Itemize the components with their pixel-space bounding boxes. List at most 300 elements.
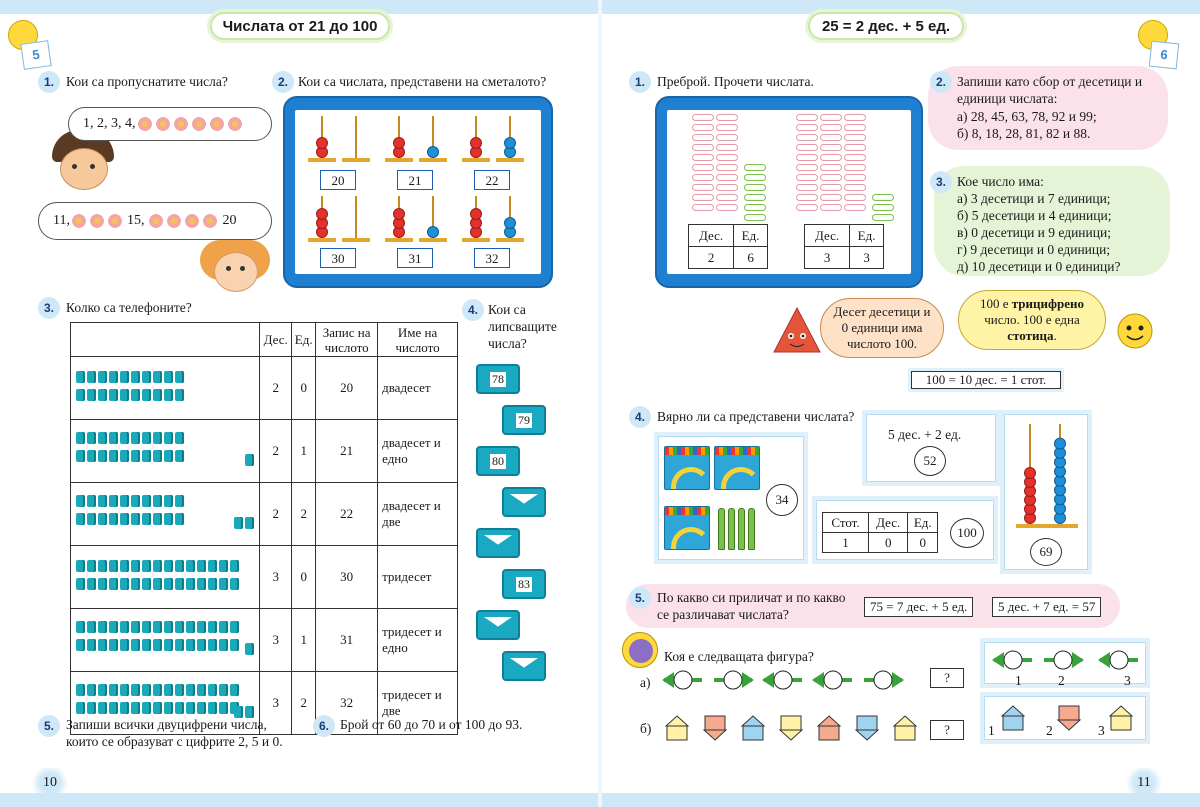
phone-icon [245, 517, 254, 529]
phone-icon [98, 450, 107, 462]
flower-icon [173, 116, 189, 132]
speech-bold: стотица [1007, 328, 1054, 343]
option-label: 3 [1124, 673, 1131, 688]
speech-bubble-girl [38, 202, 272, 240]
paperclip-icon [844, 184, 866, 191]
abacus-icon [304, 112, 374, 166]
task-number: 5. [629, 587, 651, 609]
paperclip-icon [796, 184, 818, 191]
phone-icon [76, 513, 85, 525]
phone-icon [120, 371, 129, 383]
phone-icon [142, 621, 151, 633]
paperclip-icon [844, 124, 866, 131]
phone-icon [219, 621, 228, 633]
phone-icon [142, 684, 151, 696]
envelope [476, 528, 520, 558]
name-cell: двадесет и едно [378, 420, 458, 483]
flower-icon [209, 116, 225, 132]
house-shape-icon [1000, 704, 1026, 732]
envelope [476, 446, 520, 476]
envelope [502, 487, 546, 517]
paperclip-icon [716, 174, 738, 181]
arrow-circle-icon [660, 668, 706, 692]
paperclip-icon [844, 144, 866, 151]
phone-icon [109, 389, 118, 401]
ones-cell: 1 [292, 420, 316, 483]
table-header: Ед. [734, 225, 768, 247]
phone-icon [197, 684, 206, 696]
equation-box: 75 = 7 дес. + 5 ед. [864, 597, 973, 617]
phone-icon [153, 578, 162, 590]
phone-icon [142, 450, 151, 462]
arrow-circle-icon [990, 648, 1036, 672]
table-header: Дес. [689, 225, 734, 247]
notebook-icon: 5 [20, 40, 51, 70]
phone-icon [131, 639, 140, 651]
house-shape-icon [740, 714, 766, 742]
house-shape-icon [854, 714, 880, 742]
paperclip-icon [716, 154, 738, 161]
paperclip-icon [820, 124, 842, 131]
phone-icon [87, 702, 96, 714]
answer-box: ? [930, 720, 964, 740]
equation-100 [908, 368, 1064, 392]
record-cell: 21 [316, 420, 378, 483]
table-header: Ед. [850, 225, 884, 247]
ones-cell: 2 [292, 672, 316, 735]
table-cell: 3 [850, 247, 884, 269]
phone-icon [87, 450, 96, 462]
paperclip-icon [716, 184, 738, 191]
paperclip-icon [844, 194, 866, 201]
paperclip-icon [744, 174, 766, 181]
phone-icon [175, 495, 184, 507]
phone-icon [230, 560, 239, 572]
phone-icon [109, 560, 118, 572]
table-cell: 0 [908, 533, 938, 553]
paperclip-icon [872, 204, 894, 211]
phone-icon [131, 578, 140, 590]
phone-icon [120, 702, 129, 714]
phone-icon [175, 513, 184, 525]
paperclip-icon [692, 124, 714, 131]
speech-bubble-boy [68, 107, 272, 141]
phone-icon [120, 432, 129, 444]
phone-icon [175, 578, 184, 590]
phone-icon [208, 639, 217, 651]
phone-icon [98, 513, 107, 525]
page-divider [598, 0, 602, 807]
abacus-icon [381, 112, 451, 166]
phone-icon [164, 432, 173, 444]
phone-icon [131, 450, 140, 462]
speech-part: число. 100 е една [984, 312, 1080, 327]
task-number: 4. [629, 406, 651, 428]
speech-triangle: Десет десетици и 0 единици има числото 100. [820, 298, 944, 358]
house-shape-icon [702, 714, 728, 742]
sequence-end: 20 [222, 213, 237, 228]
phone-icon [76, 450, 85, 462]
phone-icon [142, 639, 151, 651]
arrow-circle-icon [710, 668, 756, 692]
arrow-circle-icon [810, 668, 856, 692]
phone-icon [76, 560, 85, 572]
clips-table-b [804, 224, 884, 269]
phone-icon [164, 639, 173, 651]
phone-icon [164, 371, 173, 383]
notebook-icon: 6 [1149, 41, 1180, 70]
phones-picture [71, 420, 260, 483]
abacus-value: 20 [320, 170, 356, 190]
phone-icon [120, 684, 129, 696]
paperclip-icon [744, 164, 766, 171]
phones-header: Ед. [292, 323, 316, 357]
record-cell: 31 [316, 609, 378, 672]
envelope [502, 651, 546, 681]
phone-icon [109, 432, 118, 444]
task-number: 4. [462, 299, 484, 321]
page-number-left: 10 [30, 768, 70, 798]
table-cell: 2 [689, 247, 734, 269]
table-cell: 0 [868, 533, 907, 553]
phone-icon [131, 560, 140, 572]
phone-icon [142, 560, 151, 572]
phone-icon [98, 621, 107, 633]
abacus-value: 31 [397, 248, 433, 268]
paperclip-icon [796, 164, 818, 171]
phone-icon [230, 578, 239, 590]
speech-sun [958, 290, 1106, 350]
envelope [502, 405, 546, 435]
phone-icon [76, 684, 85, 696]
phone-icon [175, 639, 184, 651]
paperclip-icon [692, 114, 714, 121]
envelope [476, 364, 520, 394]
flower-icon [227, 116, 243, 132]
paperclip-icon [744, 204, 766, 211]
task-line: в) 0 десетици и 9 единици; [957, 225, 1111, 240]
phone-icon [98, 389, 107, 401]
paperclip-icon [716, 134, 738, 141]
task-line: д) 10 десетици и 0 единици? [957, 259, 1121, 274]
envelope-number: 78 [492, 371, 504, 386]
task-number: 3. [930, 171, 952, 193]
phone-icon [109, 702, 118, 714]
tens-cell: 3 [260, 672, 292, 735]
paperclip-icon [844, 164, 866, 171]
table-header: Дес. [805, 225, 850, 247]
phone-icon [120, 560, 129, 572]
phone-icon [98, 684, 107, 696]
phone-icon [197, 621, 206, 633]
paperclip-icon [872, 194, 894, 201]
phones-picture [71, 609, 260, 672]
task-number: 3. [38, 297, 60, 319]
paperclip-icon [844, 204, 866, 211]
record-cell: 20 [316, 357, 378, 420]
flower-icon [89, 213, 105, 229]
phone-icon [142, 371, 151, 383]
sequence-part: 15, [126, 213, 145, 228]
phone-icon [164, 495, 173, 507]
abacus-value: 21 [397, 170, 433, 190]
crayon-icon [728, 508, 735, 550]
phone-icon [109, 495, 118, 507]
phones-picture [71, 546, 260, 609]
arrow-circle-icon [1040, 648, 1086, 672]
task-line: б) 5 десетици и 4 единици; [957, 208, 1112, 223]
hundreds-table [822, 512, 938, 553]
phone-icon [131, 702, 140, 714]
phone-icon [76, 371, 85, 383]
page-title-left: Числата от 21 до 100 [210, 12, 390, 40]
abacus-icon [458, 112, 528, 166]
paperclip-icon [692, 194, 714, 201]
task-text: Вярно ли са представени числата? [657, 409, 855, 424]
phone-icon [153, 513, 162, 525]
paperclip-icon [692, 134, 714, 141]
phone-icon [142, 702, 151, 714]
phone-icon [186, 621, 195, 633]
paperclip-icon [820, 204, 842, 211]
sequence-start: 1, 2, 3, 4, [83, 116, 136, 131]
table-row [71, 546, 458, 609]
phone-icon [120, 389, 129, 401]
abacus-value: 32 [474, 248, 510, 268]
option-label: 2 [1046, 723, 1053, 738]
crayon-icon [718, 508, 725, 550]
phone-icon [164, 621, 173, 633]
paperclip-icon [716, 114, 738, 121]
phone-icon [109, 578, 118, 590]
envelope [476, 610, 520, 640]
paperclip-icon [844, 134, 866, 141]
tens-cell: 2 [260, 420, 292, 483]
phone-icon [76, 702, 85, 714]
paperclip-icon [692, 154, 714, 161]
page-badge-left [6, 20, 52, 66]
phone-icon [197, 560, 206, 572]
phone-icon [87, 495, 96, 507]
phone-icon [131, 621, 140, 633]
flower-icon [191, 116, 207, 132]
phone-icon [76, 639, 85, 651]
flower-icon [202, 213, 218, 229]
paperclip-icon [796, 204, 818, 211]
table-cell: 6 [734, 247, 768, 269]
phone-icon [186, 560, 195, 572]
abacus-value: 30 [320, 248, 356, 268]
paperclip-icon [844, 174, 866, 181]
arrow-circle-icon [1096, 648, 1142, 672]
card-value: 52 [914, 446, 946, 476]
paperclip-icon [872, 214, 894, 221]
flower-icon [155, 116, 171, 132]
abacus-icon [381, 192, 451, 246]
house-shape-icon [664, 714, 690, 742]
table-row [71, 357, 458, 420]
task-text: Кои са числата, представени на сметалото? [298, 74, 547, 89]
phone-icon [142, 513, 151, 525]
envelope-number: 80 [492, 453, 504, 468]
name-cell: тридесет и две [378, 672, 458, 735]
task-text: Брой от 60 до 70 и от 100 до 93. [340, 717, 523, 732]
flower-icon [137, 116, 153, 132]
paperclip-icon [820, 184, 842, 191]
phone-icon [120, 639, 129, 651]
task-text: По какво си приличат и по какво се различават числата? [657, 590, 846, 622]
paperclip-icon [716, 204, 738, 211]
phone-icon [219, 560, 228, 572]
flower-icon [148, 213, 164, 229]
speech-part: 100 е [979, 296, 1012, 311]
paperclip-icon [820, 114, 842, 121]
phone-icon [87, 639, 96, 651]
paperclip-icon [796, 174, 818, 181]
paperclip-icon [692, 174, 714, 181]
phone-icon [153, 450, 162, 462]
abacus-right-value: 69 [1030, 538, 1062, 566]
flower-icon [166, 213, 182, 229]
arrow-circle-icon [760, 668, 806, 692]
phone-icon [120, 495, 129, 507]
option-label: 3 [1098, 723, 1105, 738]
house-shape-icon [892, 714, 918, 742]
crayon-icon [748, 508, 755, 550]
sequence-part: 11, [53, 213, 70, 228]
phone-icon [164, 578, 173, 590]
phone-icon [175, 621, 184, 633]
phone-icon [87, 578, 96, 590]
paperclip-icon [820, 154, 842, 161]
paperclip-icon [716, 164, 738, 171]
phone-icon [153, 702, 162, 714]
phone-icon [120, 578, 129, 590]
paperclip-icon [820, 144, 842, 151]
phone-icon [109, 450, 118, 462]
phone-icon [219, 639, 228, 651]
phone-icon [153, 621, 162, 633]
ones-cell: 2 [292, 483, 316, 546]
equation-box: 5 дес. + 7 ед. = 57 [992, 597, 1101, 617]
puzzle-character-icon [622, 632, 658, 668]
task-line: г) 9 десетици и 0 единици; [957, 242, 1111, 257]
phone-icon [76, 578, 85, 590]
tens-cell: 2 [260, 357, 292, 420]
task-text: Колко са телефоните? [66, 300, 192, 315]
phone-icon [76, 389, 85, 401]
abacus-icon [458, 192, 528, 246]
task-line: а) 3 десетици и 7 единици; [957, 191, 1111, 206]
phone-icon [186, 639, 195, 651]
speech-bold: трицифрено [1011, 296, 1084, 311]
phone-icon [175, 371, 184, 383]
paperclip-icon [820, 134, 842, 141]
tens-cell: 3 [260, 609, 292, 672]
paperclip-icon [820, 174, 842, 181]
phone-icon [87, 432, 96, 444]
phone-icon [87, 560, 96, 572]
flower-icon [107, 213, 123, 229]
phone-icon [87, 389, 96, 401]
phone-icon [186, 702, 195, 714]
paperclip-icon [716, 144, 738, 151]
paperclip-icon [692, 144, 714, 151]
option-label: 1 [1015, 673, 1022, 688]
phone-icon [230, 639, 239, 651]
phone-icon [208, 684, 217, 696]
ones-cell: 0 [292, 546, 316, 609]
table-header: Дес. [868, 513, 907, 533]
ones-cell: 0 [292, 357, 316, 420]
phone-icon [197, 702, 206, 714]
sun-character [1110, 306, 1160, 356]
phone-icon [131, 389, 140, 401]
card-text: 5 дес. + 2 ед. [888, 427, 962, 442]
phone-icon [87, 621, 96, 633]
envelope [502, 569, 546, 599]
phone-icon [98, 639, 107, 651]
phone-icon [109, 621, 118, 633]
phone-icon [131, 371, 140, 383]
flower-icon [71, 213, 87, 229]
abacus-icon [1012, 420, 1082, 530]
phone-icon [164, 560, 173, 572]
phone-icon [153, 495, 162, 507]
record-cell: 30 [316, 546, 378, 609]
name-cell: двадесет и две [378, 483, 458, 546]
phone-icon [164, 702, 173, 714]
paperclip-icon [692, 164, 714, 171]
crayon-icon [738, 508, 745, 550]
phone-icon [175, 702, 184, 714]
table-cell: 3 [805, 247, 850, 269]
crayon-box-icon [664, 506, 710, 550]
phone-icon [109, 684, 118, 696]
crayon-box-icon [664, 446, 710, 490]
equation-text: 100 = 10 дес. = 1 стот. [911, 371, 1061, 389]
name-cell: двадесет [378, 357, 458, 420]
envelope-number: 79 [518, 412, 530, 427]
paperclip-icon [692, 204, 714, 211]
task-text: Преброй. Прочети числата. [657, 74, 814, 89]
phone-icon [142, 432, 151, 444]
phone-icon [98, 578, 107, 590]
phone-icon [120, 621, 129, 633]
task-text: Кои са липсващите числа? [488, 302, 557, 351]
task-number: 1. [629, 71, 651, 93]
paperclip-icon [692, 184, 714, 191]
task-text: Запиши като сбор от десетици и единици числата: [957, 74, 1143, 106]
record-cell: 32 [316, 672, 378, 735]
phone-icon [208, 560, 217, 572]
task-number: 1. [38, 71, 60, 93]
phones-header [71, 323, 260, 357]
phone-icon [98, 495, 107, 507]
phone-icon [120, 450, 129, 462]
phone-icon [109, 371, 118, 383]
task-number: 2. [272, 71, 294, 93]
phone-icon [153, 560, 162, 572]
phone-icon [175, 432, 184, 444]
page-number-right: 11 [1124, 768, 1164, 798]
clips-table-a [688, 224, 768, 269]
paperclip-icon [844, 114, 866, 121]
table-header: Стот. [823, 513, 869, 533]
task-number: 5. [38, 715, 60, 737]
phone-icon [175, 389, 184, 401]
phone-icon [87, 371, 96, 383]
